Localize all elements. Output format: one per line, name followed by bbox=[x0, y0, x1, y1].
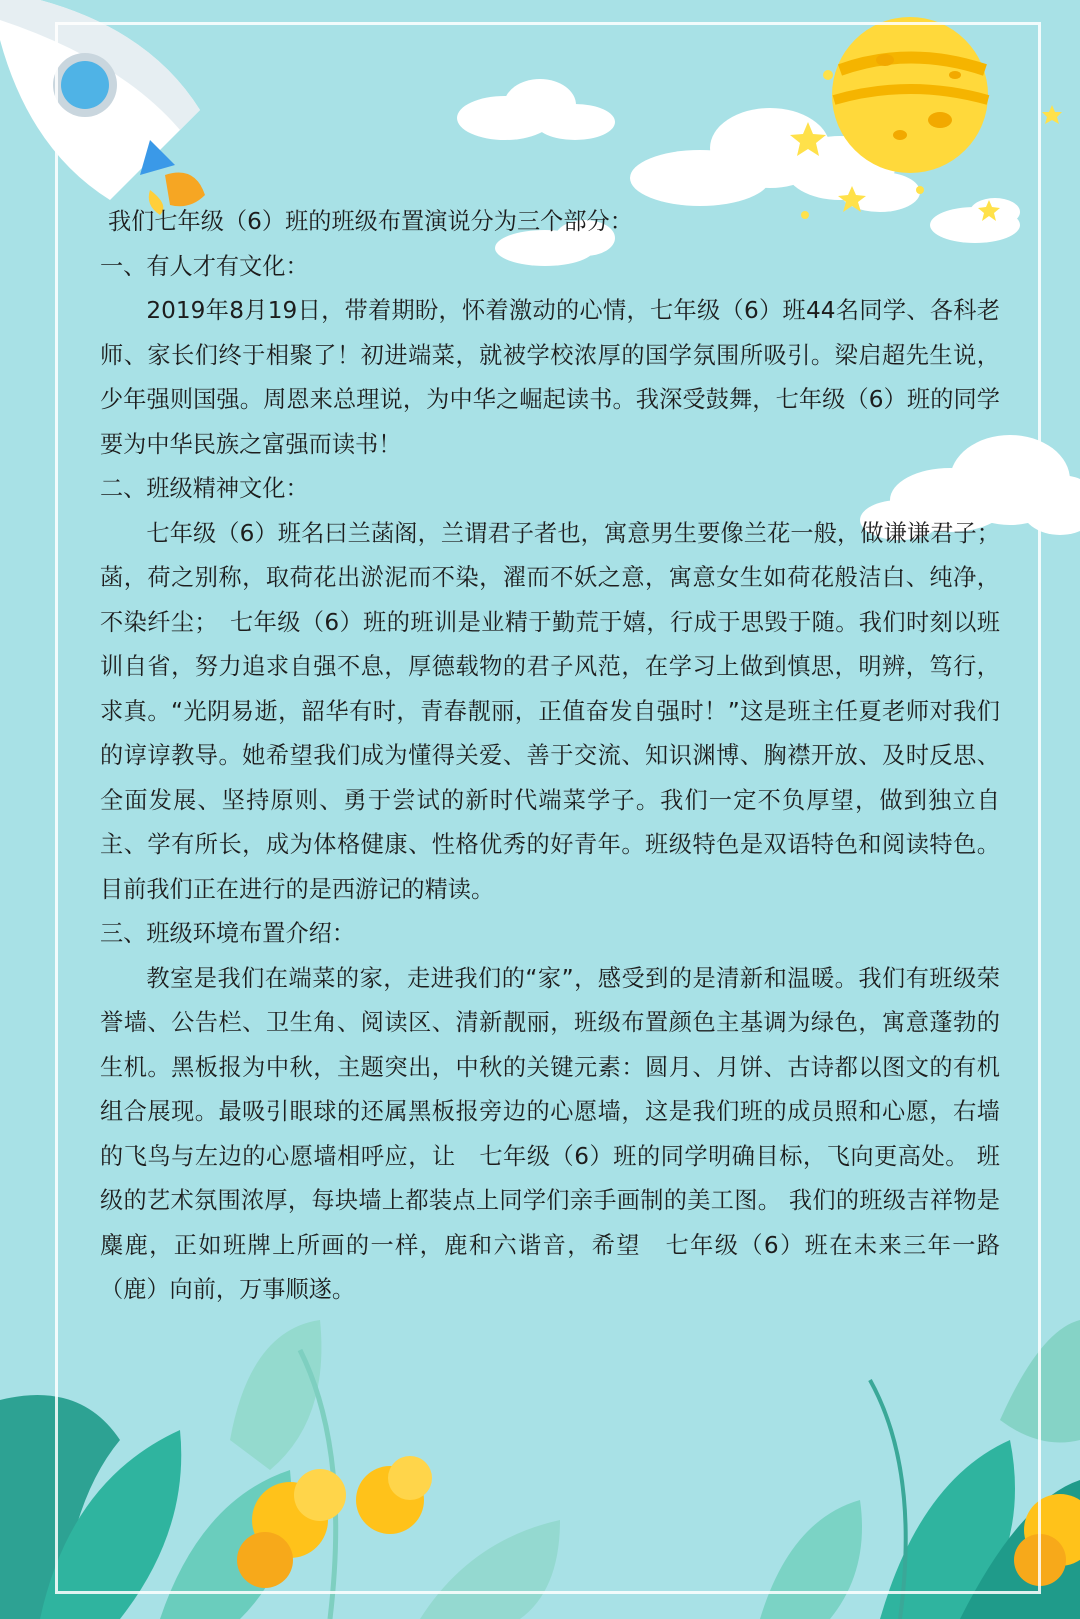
section-3 bbox=[100, 912, 1000, 1313]
section-paragraph: 七年级（6）班名曰兰菡阁，兰谓君子者也，寓意男生要像兰花一般，做谦谦君子；菡，荷之别称，取荷花出淤泥而不染，濯而不妖之意，寓意女生如荷花般洁白、纯净，不染纤尘； 七年级（6）班的班训是业精于勤荒于嬉，行成于思毁于随。我们时刻以班训自省，努力追求自强不息，厚德载物的君子风范，在学习上做到慎思，明辨，笃行，求真。“光阴易逝，韶华有时，青春靓丽，正值奋发自强时！”这是班主任夏老师对我们的谆谆教导。她希望我们成为懂得关爱、善于交流、知识渊博、胸襟开放、及时反思、全面发展、坚持原则、勇于尝试的新时代端菜学子。我们一定不负厚望，做到独立自主、学有所长，成为体格健康、性格优秀的好青年。班级特色是双语特色和阅读特色。目前我们正在进行的是西游记的精读。 bbox=[100, 519, 1000, 903]
section-heading: 一、有人才有文化： bbox=[100, 252, 309, 280]
section-2 bbox=[100, 467, 1000, 912]
section-paragraph: 2019年8月19日，带着期盼，怀着激动的心情，七年级（6）班44名同学、各科老师、家长们终于相聚了！初进端菜，就被学校浓厚的国学氛围所吸引。梁启超先生说，少年强则国强。周恩来总理说，为中华之崛起读书。我深受鼓舞，七年级（6）班的同学要为中华民族之富强而读书！ bbox=[100, 297, 1000, 458]
section-heading: 二、班级精神文化： bbox=[100, 475, 309, 502]
section-1 bbox=[100, 245, 1000, 468]
section-paragraph: 教室是我们在端菜的家，走进我们的“家”，感受到的是清新和温暖。我们有班级荣誉墙、公告栏、卫生角、阅读区、清新靓丽，班级布置颜色主基调为绿色，寓意蓬勃的生机。黑板报为中秋，主题突出，中秋的关键元素：圆月、月饼、古诗都以图文的有机组合展现。最吸引眼球的还属黑板报旁边的心愿墙，这是我们班的成员照和心愿，右墙的飞鸟与左边的心愿墙相呼应，让 七年级（6）班的同学明确目标，飞向更高处。 班级的艺术氛围浓厚，每块墙上都装点上同学们亲手画制的美工图。 我们的班级吉祥物是麋鹿，正如班牌上所画的一样，鹿和六谐音，希望 七年级（6）班在未来三年一路（鹿）向前，万事顺遂。 bbox=[100, 964, 1000, 1303]
section-heading: 三、班级环境布置介绍： bbox=[100, 920, 356, 947]
document-body bbox=[100, 200, 1000, 1313]
intro-line: 我们七年级（6）班的班级布置演说分为三个部分： bbox=[108, 208, 633, 235]
